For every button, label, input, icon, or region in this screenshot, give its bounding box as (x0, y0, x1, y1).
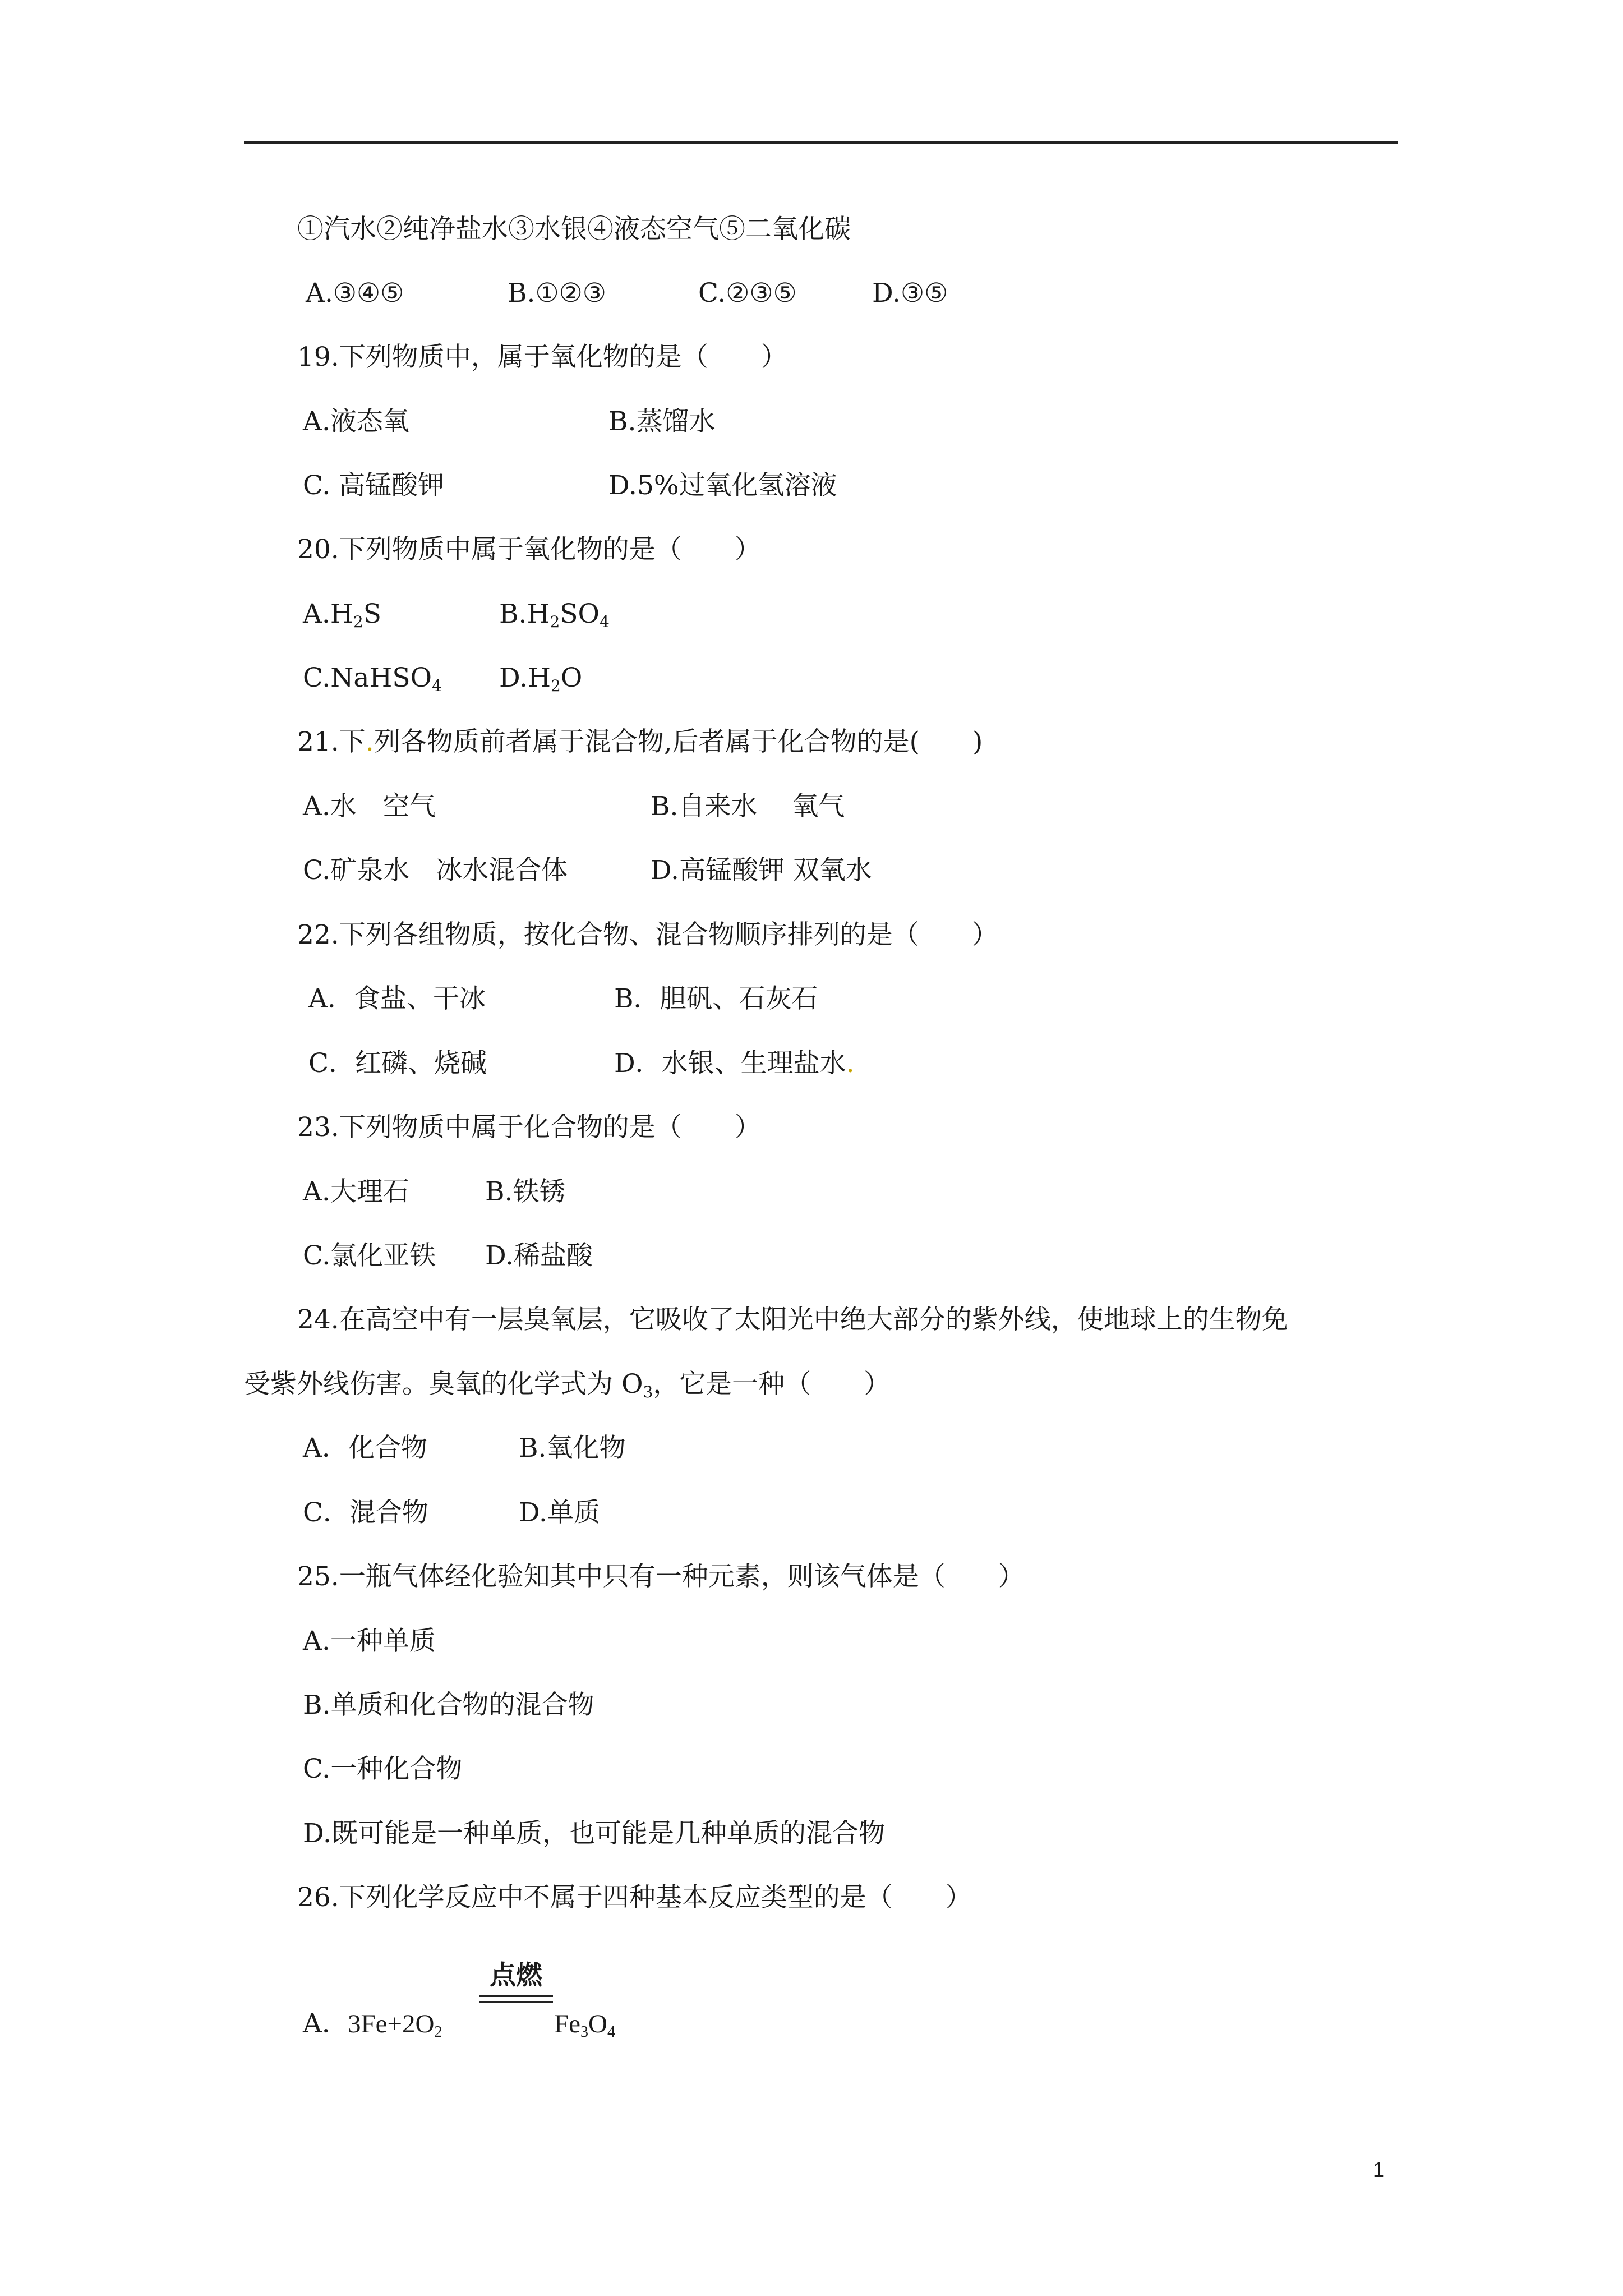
reaction-equals-bar-bottom (479, 2001, 553, 2003)
q19-stem: 19.下列物质中，属于氧化物的是（ ） (297, 342, 787, 372)
q22-option-c: C．红磷、烧碱 (308, 1048, 487, 1079)
q24-option-b: B.氧化物 (519, 1433, 626, 1464)
q25-option-d: D.既可能是一种单质，也可能是几种单质的混合物 (303, 1818, 885, 1849)
q22-option-b: B．胆矾、石灰石 (614, 983, 818, 1014)
q21-option-a: A.水 空气 (303, 791, 436, 822)
q24-stem-line2: 受紫外线伤害。臭氧的化学式为 $O_3$，它是一种（ ） (244, 1369, 891, 1401)
q20-option-a: $A.H_2S$ (303, 599, 381, 631)
q24-stem-line1: 24.在高空中有一层臭氧层，它吸收了太阳光中绝大部分的紫外线，使地球上的生物免 (297, 1304, 1288, 1335)
q19-option-b: B.蒸馏水 (608, 406, 716, 437)
q22-option-d: D．水银、生理盐水. (614, 1048, 855, 1079)
q22-stem: 22.下列各组物质，按化合物、混合物顺序排列的是（ ） (297, 919, 998, 950)
q26-stem: 26.下列化学反应中不属于四种基本反应类型的是（ ） (297, 1882, 972, 1913)
q20-option-d: $D.H_2O$ (499, 662, 583, 695)
q19-option-c: C. 高锰酸钾 (303, 470, 445, 501)
q22-option-a: A．食盐、干冰 (308, 983, 486, 1014)
q20-option-c: C.NaHSO$_4$ (303, 662, 442, 695)
reaction-equals-bar-top (479, 1995, 553, 1997)
q21-stem-dot: . (365, 726, 374, 757)
q21-stem: 21.下.列各物质前者属于混合物,后者属于化合物的是( ) (297, 726, 983, 757)
q25-option-c: C.一种化合物 (303, 1754, 463, 1784)
q25-option-b: B.单质和化合物的混合物 (303, 1690, 594, 1720)
q20-option-b: $B.H_2SO_4$ (499, 599, 610, 631)
q24-option-c: C．混合物 (303, 1497, 428, 1528)
q18-items: ①汽水②纯净盐水③水银④液态空气⑤二氧化碳 (297, 214, 851, 245)
q26-option-a-label: A． (303, 2008, 348, 2039)
q23-option-d: D.稀盐酸 (485, 1240, 593, 1271)
q26-option-a-reactants: $3Fe+2O_2$ (348, 2009, 442, 2041)
page-number: 1 (1373, 2158, 1385, 2181)
q23-option-a: A.大理石 (303, 1176, 409, 1207)
q21-option-c: C.矿泉水 冰水混合体 (303, 855, 568, 886)
q26-option-a-product: $Fe_3O_4$ (554, 2009, 615, 2041)
header-rule (244, 141, 1398, 144)
q23-option-c: C.氯化亚铁 (303, 1240, 436, 1271)
q18-option-a: A.③④⑤ (306, 278, 404, 309)
q18-option-c: C.②③⑤ (698, 278, 797, 309)
q19-option-d: D.5%过氧化氢溶液 (608, 470, 837, 501)
q18-option-d: D.③⑤ (872, 278, 948, 309)
q24-option-a: A．化合物 (303, 1433, 427, 1464)
q23-stem: 23.下列物质中属于化合物的是（ ） (297, 1112, 761, 1143)
q21-option-d: D.高锰酸钾 双氧水 (651, 855, 872, 886)
q21-option-b: B.自来水 氧气 (651, 791, 845, 822)
q18-option-b: B.①②③ (508, 278, 606, 309)
q25-stem: 25.一瓶气体经化验知其中只有一种元素，则该气体是（ ） (297, 1561, 1025, 1592)
q23-option-b: B.铁锈 (485, 1176, 566, 1207)
q22-trailing-dot: . (846, 1048, 855, 1079)
q25-option-a: A.一种单质 (303, 1626, 436, 1657)
q20-stem: 20.下列物质中属于氧化物的是（ ） (297, 534, 761, 565)
q19-option-a: A.液态氧 (303, 406, 409, 437)
reaction-condition-label: 点燃 (490, 1960, 542, 1991)
reaction-condition (479, 1961, 553, 2003)
q24-option-d: D.单质 (519, 1497, 600, 1528)
